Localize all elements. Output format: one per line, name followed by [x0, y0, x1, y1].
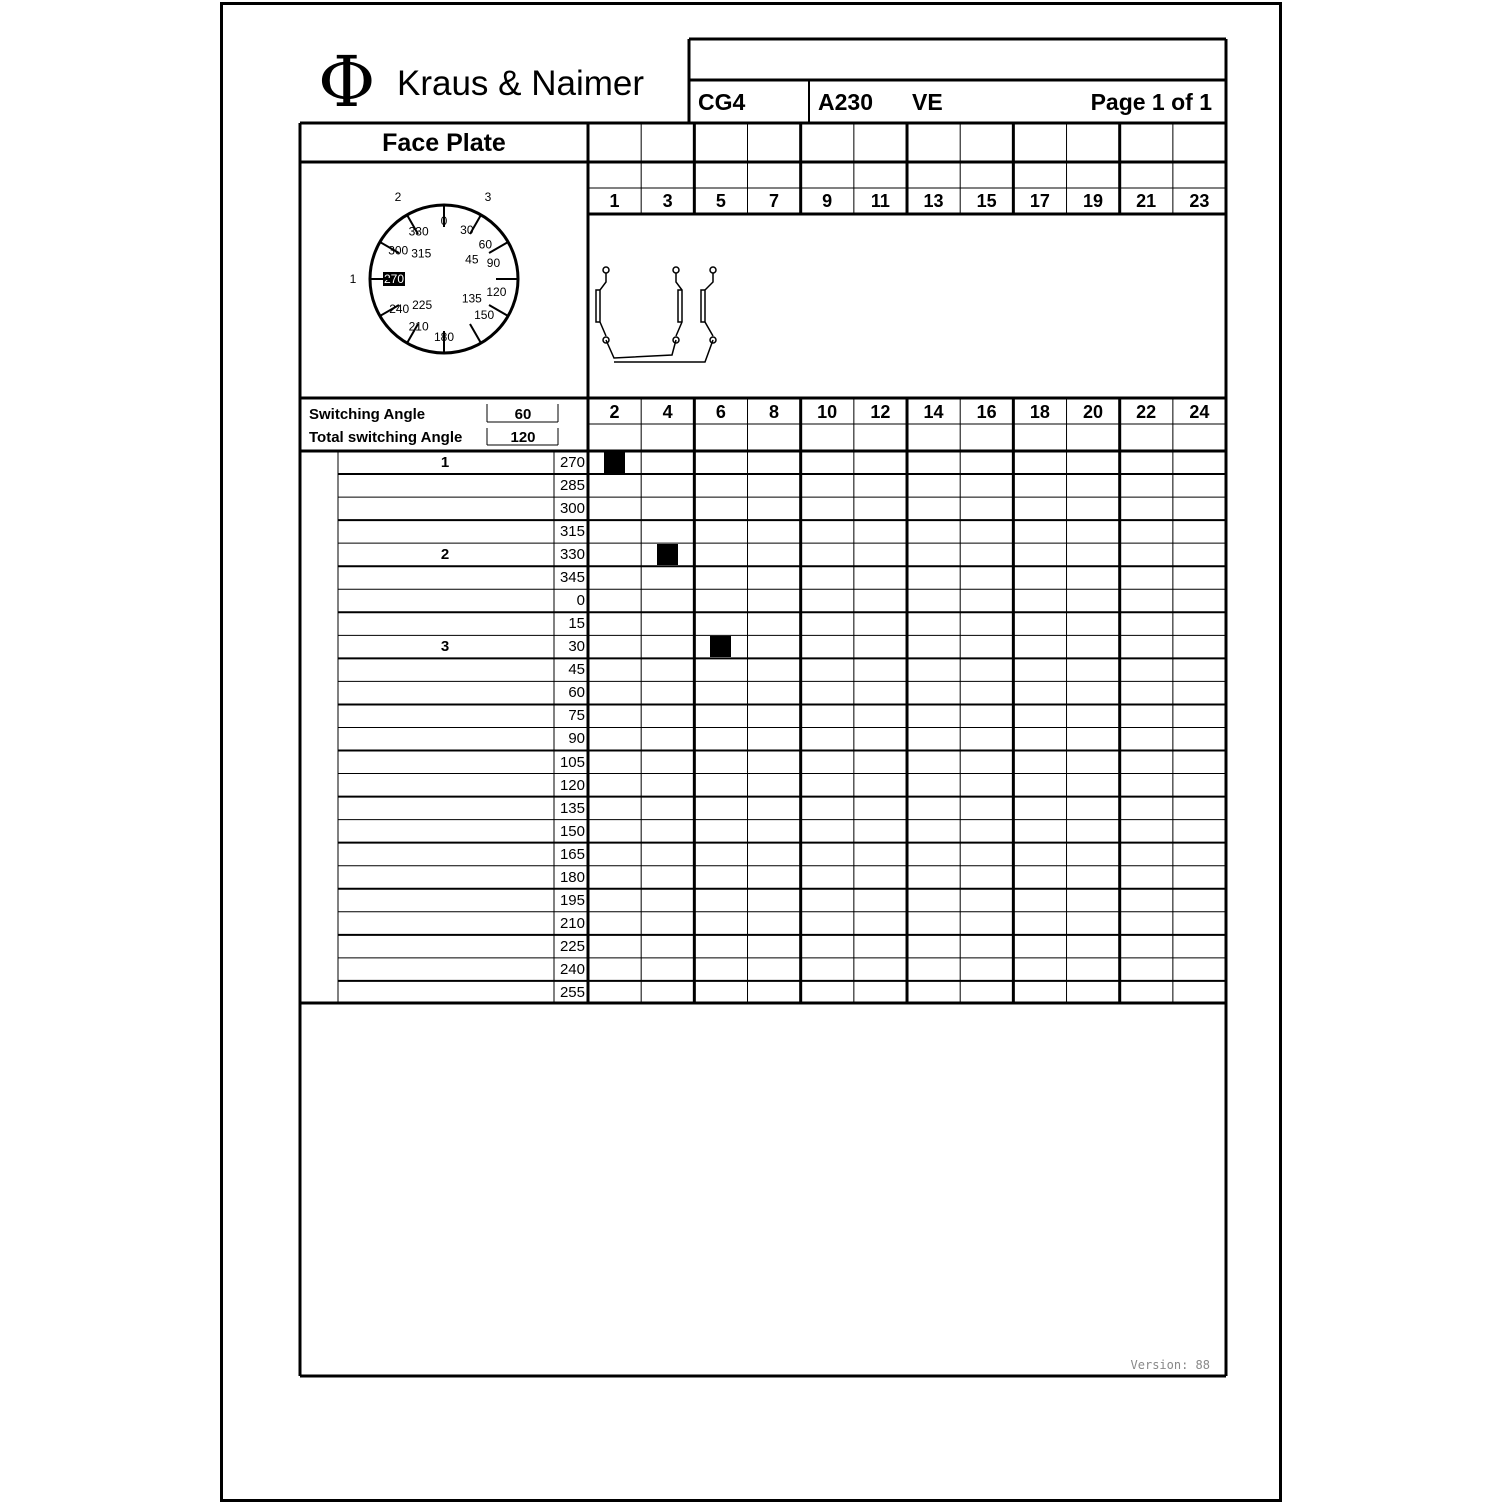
terminal-number-top: 13 [923, 191, 944, 211]
program-code: A230 [818, 89, 873, 115]
row-angle: 180 [559, 868, 585, 886]
terminal-number-top: 7 [768, 191, 779, 211]
brand-logo-icon: Φ [318, 41, 376, 123]
row-angle: 75 [568, 707, 585, 725]
row-angle: 15 [568, 615, 585, 633]
contact-symbol [600, 271, 606, 336]
terminal-number-bottom: 20 [1083, 402, 1104, 422]
terminal-number-top: 5 [715, 191, 726, 211]
dial-tick [470, 324, 481, 343]
dial-angle-label: 180 [433, 330, 455, 344]
row-angle: 45 [568, 661, 585, 679]
terminal-number-top: 19 [1083, 191, 1104, 211]
terminal-number-bottom: 18 [1029, 402, 1050, 422]
terminal-number-top: 23 [1189, 191, 1210, 211]
terminal-number-top: 21 [1136, 191, 1157, 211]
dial-angle-label: 300 [388, 243, 409, 258]
row-position: 2 [440, 546, 450, 564]
dial-angle-label: 150 [474, 308, 495, 323]
row-angle: 210 [559, 914, 585, 932]
position-label: 2 [394, 190, 402, 204]
terminal-number-bottom: 8 [768, 402, 779, 422]
terminal-number-top: 9 [822, 191, 833, 211]
total-switching-angle-label: Total switching Angle [309, 429, 463, 446]
row-angle: 285 [559, 477, 585, 495]
terminal-dot [673, 267, 679, 273]
terminal-number-bottom: 2 [609, 402, 620, 422]
dial-angle-label: 240 [389, 302, 410, 317]
dial-angle-label: 45 [465, 252, 479, 267]
terminal-number-top: 1 [609, 191, 620, 211]
row-angle: 345 [559, 569, 585, 587]
dial-angle-label: 210 [408, 319, 429, 334]
row-angle: 120 [559, 776, 585, 794]
position-label: 1 [349, 272, 357, 286]
terminal-number-bottom: 16 [976, 402, 997, 422]
variant-code: VE [912, 89, 943, 115]
position-label: 3 [484, 190, 492, 204]
row-angle: 165 [559, 845, 585, 863]
row-angle: 30 [568, 638, 585, 656]
contact-link [606, 340, 676, 358]
terminal-number-bottom: 6 [715, 402, 726, 422]
contact-link [614, 340, 713, 362]
terminal-number-bottom: 4 [662, 402, 673, 422]
dial-angle-label: 0 [440, 214, 448, 228]
brand-name: Kraus & Naimer [397, 64, 645, 103]
dial-angle-label: 270 [383, 272, 405, 286]
version-stamp: Version: 88 [1130, 1358, 1210, 1372]
row-angle: 195 [559, 891, 585, 909]
terminal-number-bottom: 10 [817, 402, 838, 422]
dial-angle-label: 60 [478, 237, 493, 252]
dial-angle-label: 330 [408, 224, 429, 239]
terminal-number-top: 3 [662, 191, 673, 211]
terminal-number-top: 15 [976, 191, 997, 211]
row-angle: 240 [559, 960, 585, 978]
row-angle: 90 [568, 730, 585, 748]
row-angle: 330 [559, 546, 585, 564]
terminal-number-bottom: 22 [1136, 402, 1157, 422]
row-angle: 315 [559, 523, 585, 541]
row-angle: 0 [576, 592, 585, 610]
contact-symbol [705, 271, 713, 336]
row-angle: 150 [559, 822, 585, 840]
contact-symbol [676, 271, 682, 336]
switching-angle-value: 60 [514, 406, 532, 423]
terminal-number-top: 17 [1029, 191, 1050, 211]
terminal-number-bottom: 24 [1189, 402, 1210, 422]
dial-angle-label: 120 [486, 285, 507, 300]
switching-angle-label: Switching Angle [309, 406, 426, 423]
terminal-number-top: 11 [870, 191, 890, 211]
row-position: 1 [440, 454, 450, 471]
dial-angle-label: 30 [460, 223, 474, 238]
series-code: CG4 [698, 89, 746, 115]
dial-angle-label: 135 [461, 291, 482, 306]
total-switching-angle-value: 120 [510, 429, 536, 446]
row-angle: 300 [559, 500, 585, 518]
closed-contact-mark [710, 636, 731, 657]
terminal-number-bottom: 12 [870, 402, 891, 422]
face-plate-title: Face Plate [382, 129, 506, 157]
closed-contact-mark [657, 544, 678, 565]
row-angle: 270 [559, 454, 585, 471]
closed-contact-mark [604, 452, 625, 473]
row-angle: 60 [568, 684, 585, 702]
dial-angle-label: 225 [412, 298, 433, 313]
row-angle: 225 [559, 937, 585, 955]
row-angle: 135 [559, 799, 585, 817]
page-indicator: Page 1 of 1 [1090, 89, 1212, 115]
terminal-dot [603, 267, 609, 273]
row-angle: 255 [559, 983, 585, 1001]
dial-angle-label: 90 [486, 255, 501, 270]
terminal-dot [710, 267, 716, 273]
row-angle: 105 [559, 753, 585, 771]
terminal-number-bottom: 14 [923, 402, 944, 422]
row-position: 3 [440, 638, 450, 656]
dial-angle-label: 315 [411, 246, 432, 261]
